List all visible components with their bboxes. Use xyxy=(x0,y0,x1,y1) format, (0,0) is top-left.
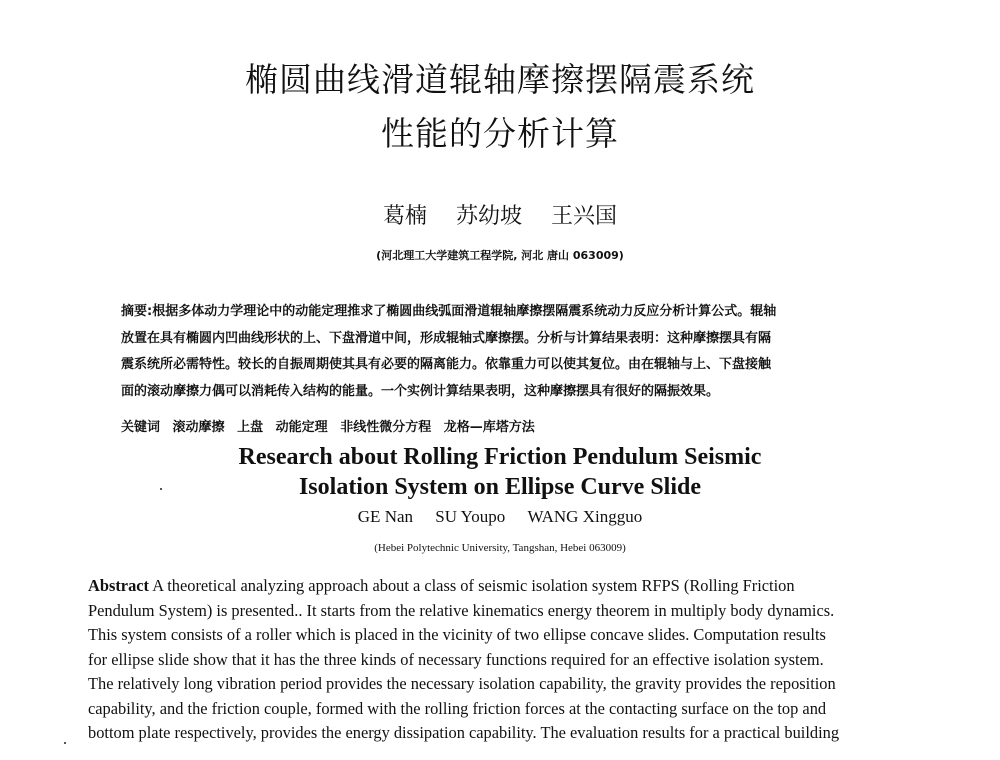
chinese-author: 苏幼坡 xyxy=(455,204,522,229)
chinese-author: 王兴国 xyxy=(551,204,618,229)
english-author: SU Youpo xyxy=(435,507,506,526)
keyword: 动能定理 xyxy=(275,420,328,435)
chinese-authors xyxy=(0,199,1000,230)
keyword: 非线性微分方程 xyxy=(340,420,432,435)
chinese-abstract-line: 面的滚动摩擦力偶可以消耗传入结构的能量。一个实例计算结果表明，这种摩擦摆具有很好的隔振效果。 xyxy=(121,383,720,399)
chinese-keywords xyxy=(121,416,891,435)
english-affiliation: (Hebei Polytechnic University, Tangshan, Hebei 063009) xyxy=(374,542,626,554)
english-abstract xyxy=(88,574,914,746)
english-abstract-line: for ellipse slide show that it has the three kinds of necessary functions required for an effective isolation system. xyxy=(88,649,824,669)
english-abstract-line: Pendulum System) is presented.. It starts from the relative kinematics energy theorem in multiply body dynamics. xyxy=(88,600,835,620)
english-abstract-line: bottom plate respectively, provides the energy dissipation capability. The evaluation results for a practical building xyxy=(88,723,840,742)
chinese-affiliation: (河北理工大学建筑工程学院, 河北 唐山 063009) xyxy=(376,249,624,262)
keyword: 龙格—库塔方法 xyxy=(443,420,535,435)
keyword: 滚动摩擦 xyxy=(172,420,225,435)
abstract-label: Abstract xyxy=(88,576,149,595)
chinese-title-line-2: 性能的分析计算 xyxy=(381,114,619,153)
english-author: WANG Xingguo xyxy=(527,507,643,526)
chinese-abstract-line: 震系统所必需特性。较长的自振周期使其具有必要的隔离能力。依靠重力可以使其复位。由在辊轴与上、下盘接触 xyxy=(121,357,772,372)
chinese-abstract-line: 摘要:根据多体动力学理论中的动能定理推求了椭圆曲线弧面滑道辊轴摩擦摆隔震系统动力反应分析计算公式。辊轴 xyxy=(121,304,777,319)
english-title-line-1: Research about Rolling Friction Pendulum Seismic xyxy=(238,444,762,470)
scan-speck xyxy=(64,742,66,744)
english-authors xyxy=(0,507,1000,527)
chinese-abstract-line: 放置在具有椭圆内凹曲线形状的上、下盘滑道中间，形成辊轴式摩擦摆。分析与计算结果表明：这种摩擦摆具有隔 xyxy=(121,330,772,346)
english-author: GE Nan xyxy=(357,507,414,526)
english-abstract-text: A theoretical analyzing approach about a class of seismic isolation system RFPS (Rolling Friction xyxy=(152,576,795,595)
chinese-abstract xyxy=(121,299,891,405)
english-abstract-line xyxy=(88,574,914,599)
chinese-author: 葛楠 xyxy=(382,204,427,229)
english-abstract-line: This system consists of a roller which is placed in the vicinity of two ellipse concave slides. Computation results xyxy=(88,625,826,644)
english-title-line-2: Isolation System on Ellipse Curve Slide xyxy=(298,474,702,500)
english-abstract-line: capability, and the friction couple, formed with the rolling friction forces at the contacting surface on the top and xyxy=(88,698,827,718)
chinese-title-line-1: 椭圆曲线滑道辊轴摩擦摆隔震系统 xyxy=(245,60,755,99)
scan-speck xyxy=(160,488,162,490)
keywords-label: 关键词 xyxy=(121,420,161,435)
english-abstract-line: The relatively long vibration period provides the necessary isolation capability, the gravity provides the reposition xyxy=(88,674,836,693)
keyword: 上盘 xyxy=(237,420,264,435)
